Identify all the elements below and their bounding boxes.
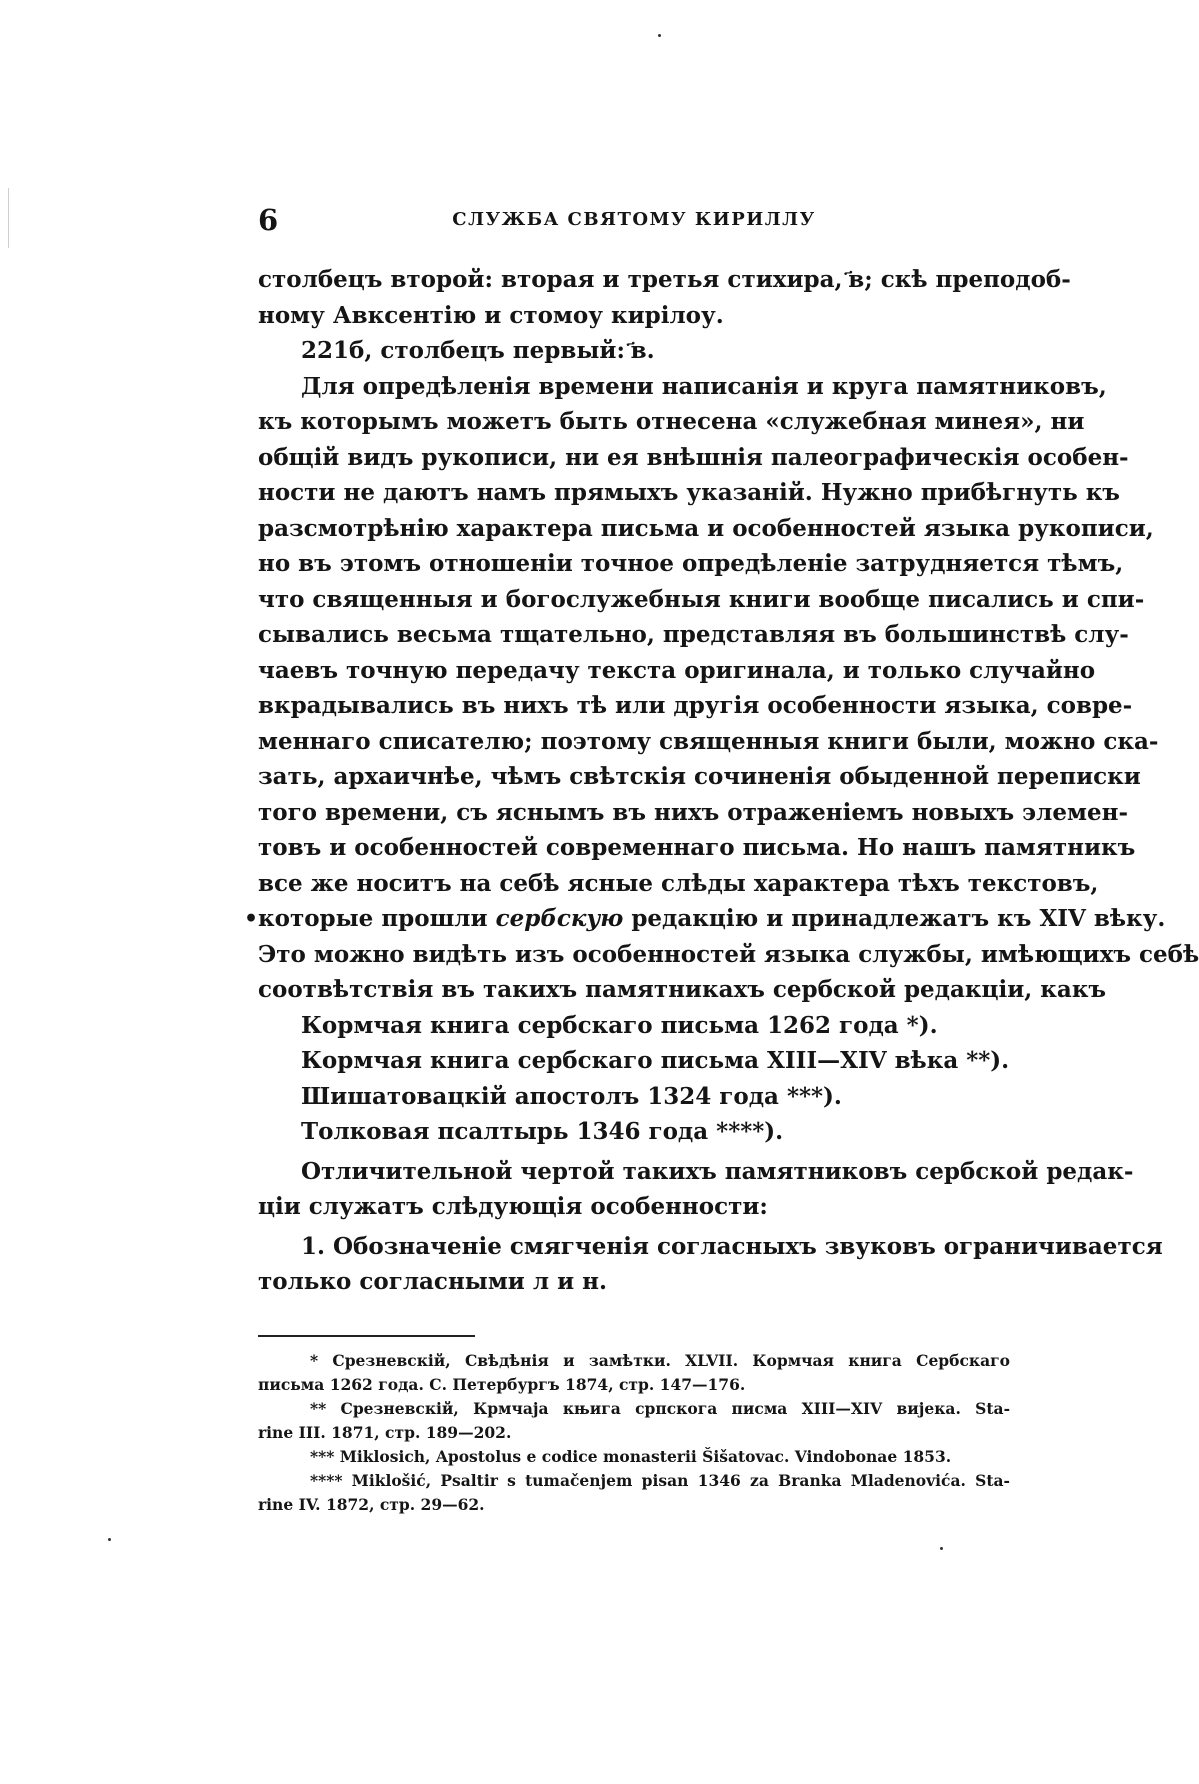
text-fragment: редакцію и принадлежатъ къ XIV вѣку. <box>631 905 1166 932</box>
text-line: зать, архаичнѣе, чѣмъ свѣтскія сочиненія обыденной переписки <box>258 763 1141 790</box>
margin-mark: • <box>244 906 259 932</box>
list-item: Толковая псалтырь 1346 года ****). <box>301 1118 784 1145</box>
scan-speck <box>658 34 661 37</box>
text-line: столбецъ второй: вторая и третья стихира, ҃в; скѣ преподоб- <box>258 266 1071 293</box>
text-line: Для опредѣленія времени написанія и круга памятниковъ, <box>301 372 1107 400</box>
text-line: соотвѣтствія въ такихъ памятникахъ сербской редакціи, какъ <box>258 976 1107 1003</box>
scan-edge-mark <box>8 188 9 248</box>
scan-speck <box>940 1547 943 1550</box>
text-line: общій видъ рукописи, ни ея внѣшнія палеографическія особен- <box>258 443 1129 471</box>
text-line: вкрадывались въ нихъ тѣ или другія особенности языка, совре- <box>258 692 1133 719</box>
scan-speck <box>108 1538 111 1541</box>
text-line: меннаго списателю; поэтому священныя книги были, можно ска- <box>258 727 1159 755</box>
text-line: Отличительной чертой такихъ памятниковъ сербской редак- <box>301 1157 1134 1185</box>
text-line: 221б, столбецъ первый: ҃в. <box>301 337 655 364</box>
text-line: ціи служатъ слѣдующія особенности: <box>258 1193 768 1220</box>
text-line: чаевъ точную передачу текста оригинала, и только случайно <box>258 656 1096 684</box>
text-line: разсмотрѣнію характера письма и особенностей языка рукописи, <box>258 514 1154 542</box>
footnote-line: * Срезневскій, Свѣдѣнія и замѣтки. XLVII. Кормчая книга Сербскаго <box>310 1351 1010 1370</box>
text-line: ному Авксентію и стомоу кирілоу. <box>258 301 724 329</box>
footnote-line: ** Срезневскій, Крмчаjа књига српскога писма XIII—XIV виjека. Sta- <box>310 1399 1010 1418</box>
body-text <box>258 262 1199 1300</box>
text-line: 1. Обозначеніе смягченія согласныхъ звуковъ ограничивается <box>301 1232 1163 1260</box>
text-line: Это можно видѣть изъ особенностей языка службы, имѣющихъ себѣ <box>258 940 1199 968</box>
page-header <box>258 203 1010 243</box>
italic-emphasis: сербскую <box>495 905 624 932</box>
text-line: все же носитъ на себѣ ясные слѣды характера тѣхъ текстовъ, <box>258 869 1099 897</box>
page-number: 6 <box>258 203 279 237</box>
list-item: Шишатовацкій апостолъ 1324 года ***). <box>301 1082 842 1110</box>
footnotes <box>258 1349 1010 1517</box>
text-fragment: которые прошли <box>258 905 488 932</box>
list-item: Кормчая книга сербскаго письма 1262 года *). <box>301 1011 938 1039</box>
running-title: СЛУЖБА СВЯТОМУ КИРИЛЛУ <box>452 209 816 230</box>
text-line: что священныя и богослужебныя книги вообще писались и спи- <box>258 585 1145 613</box>
footnote-line: письма 1262 года. С. Петербургъ 1874, стр. 147—176. <box>258 1375 746 1394</box>
text-line: ности не даютъ намъ прямыхъ указаній. Нужно прибѣгнуть къ <box>258 479 1120 506</box>
text-line-italic-mix <box>258 901 1166 937</box>
text-line: сывались весьма тщательно, представляя въ большинствѣ слу- <box>258 621 1129 648</box>
footnote-line: **** Miklošić, Psaltir s tumačenjem pisan 1346 za Branka Mladenovića. Sta- <box>310 1471 1010 1490</box>
text-line: къ которымъ можетъ быть отнесена «служебная минея», ни <box>258 408 1085 435</box>
text-line: только согласными л и н. <box>258 1268 608 1295</box>
footnote-separator <box>258 1335 475 1337</box>
text-line: но въ этомъ отношеніи точное опредѣленіе затрудняется тѣмъ, <box>258 550 1124 577</box>
list-item: Кормчая книга сербскаго письма XIII—XIV вѣка **). <box>301 1047 1010 1074</box>
footnote-line: rine IV. 1872, стр. 29—62. <box>258 1495 485 1514</box>
footnote-line: *** Miklosich, Apostolus e codice monasterii Šišatovac. Vindobonae 1853. <box>310 1447 952 1466</box>
text-line: товъ и особенностей современнаго письма. Но нашъ памятникъ <box>258 834 1136 861</box>
footnote-line: rine III. 1871, стр. 189—202. <box>258 1423 512 1442</box>
text-line: того времени, съ яснымъ въ нихъ отраженіемъ новыхъ элемен- <box>258 798 1129 826</box>
